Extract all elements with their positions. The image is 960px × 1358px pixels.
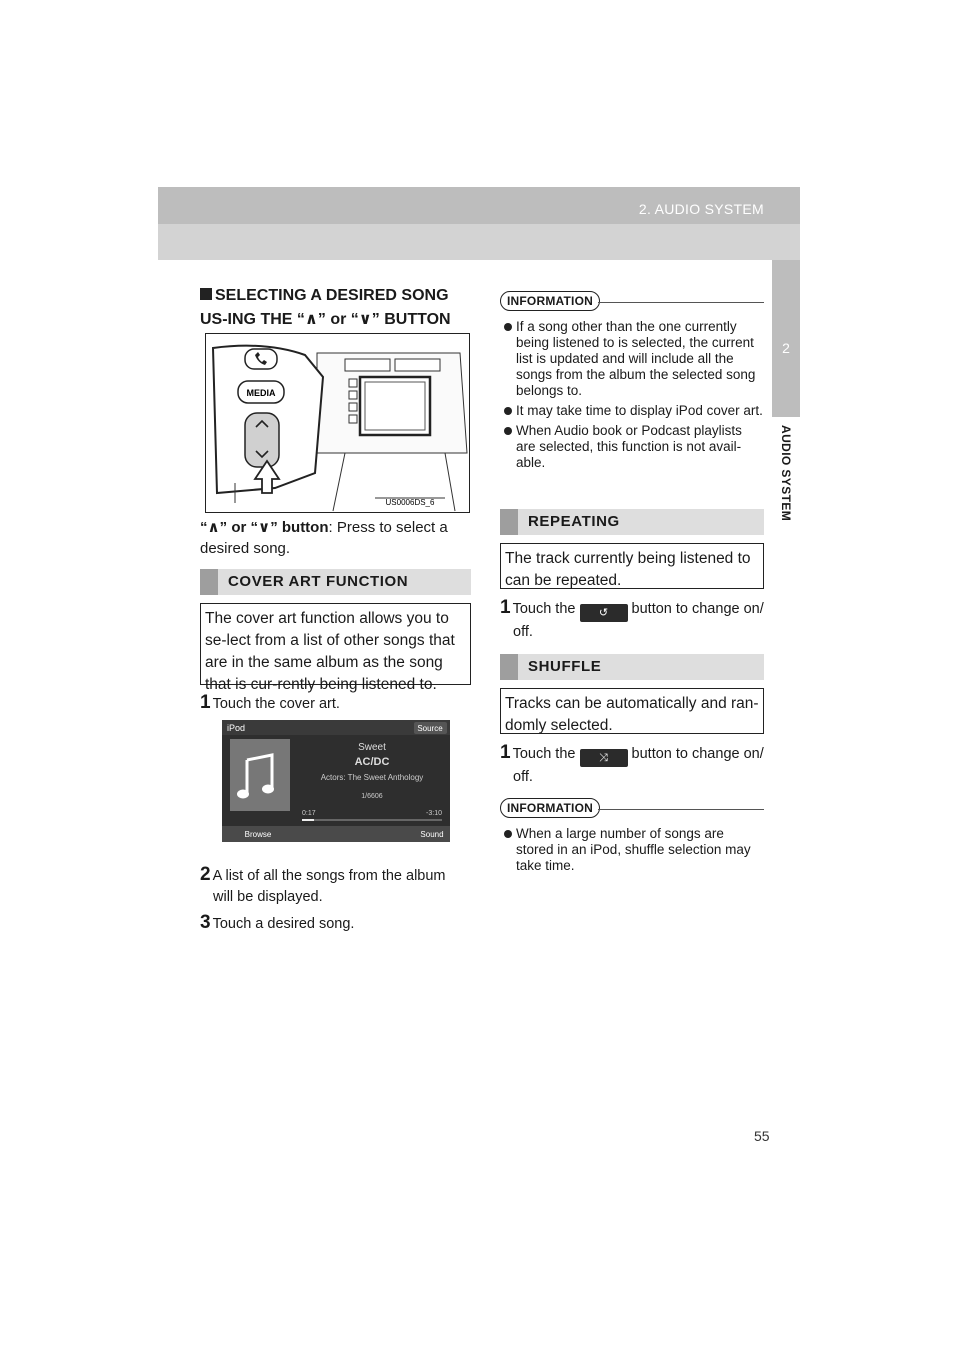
- chapter-number: 2: [782, 340, 790, 356]
- page-number: 55: [754, 1128, 770, 1144]
- information-rule-1: [598, 302, 764, 303]
- shuffle-step-1: 1 Touch the ⤨ button to change on/ off.: [500, 742, 764, 785]
- shuffle-icon: ⤨: [580, 749, 628, 767]
- info-bullet: When a large number of songs are stored in an iPod, shuffle selection may take time.: [502, 826, 764, 874]
- cover-art-step-3: 3 Touch a desired song.: [200, 912, 355, 933]
- steering-switch-figure: [205, 333, 470, 513]
- svg-text:AC/DC: AC/DC: [354, 756, 390, 768]
- svg-text:Browse: Browse: [244, 830, 272, 839]
- section-title: [200, 284, 470, 332]
- svg-text:iPod: iPod: [227, 723, 246, 733]
- svg-text:Sweet: Sweet: [358, 742, 386, 753]
- media-button-label: MEDIA: [246, 388, 276, 398]
- cover-art-callout: The cover art function allows you to se-lect from a list of other songs that are in the same album as the song that is cur-rently being listened to.: [200, 603, 471, 685]
- repeat-icon: ↺: [580, 604, 628, 622]
- cover-art-heading: COVER ART FUNCTION: [200, 569, 471, 595]
- arrow-button-term: “∧” or “∨” button: [200, 519, 329, 536]
- arrow-button-description: [200, 517, 470, 559]
- shuffle-callout: Tracks can be automatically and ran-domly selected.: [500, 688, 764, 734]
- shuffle-heading: SHUFFLE: [500, 654, 764, 680]
- information-badge-2: INFORMATION: [500, 798, 600, 818]
- arrow-button-desc: : Press to select a desired song.: [200, 519, 448, 557]
- information-rule-2: [598, 809, 764, 810]
- svg-text:-3:10: -3:10: [426, 810, 442, 817]
- info-bullet: If a song other than the one currently being listened to is selected, the current list is updated and will include all the songs from the album the selected song belongs to.: [502, 319, 764, 399]
- svg-text:Source: Source: [417, 724, 443, 733]
- repeating-callout: The track currently being listened to can be repeated.: [500, 543, 764, 589]
- svg-text:Sound: Sound: [420, 830, 444, 839]
- svg-text:1/6606: 1/6606: [361, 793, 383, 800]
- info-bullet: It may take time to display iPod cover art.: [502, 403, 764, 419]
- cover-art-step-2: 2 A list of all the songs from the album will be displayed.: [200, 864, 446, 905]
- chapter-label-wrap: [772, 425, 800, 535]
- information-list-1: [502, 319, 764, 475]
- svg-text:Actors: The Sweet Anthology: Actors: The Sweet Anthology: [320, 773, 424, 782]
- square-bullet-icon: [200, 288, 212, 300]
- information-badge-1: INFORMATION: [500, 291, 600, 311]
- chapter-tab: [772, 260, 800, 417]
- repeating-heading: REPEATING: [500, 509, 764, 535]
- section-label: 2. AUDIO SYSTEM: [638, 201, 764, 217]
- chapter-label: AUDIO SYSTEM: [779, 425, 793, 522]
- cover-art-step-1: 1 Touch the cover art.: [200, 692, 340, 713]
- section-title-text: SELECTING A DESIRED SONG US-ING THE “∧” or “∨” BUTTON: [200, 287, 451, 328]
- information-list-2: [502, 826, 764, 878]
- svg-text:0:17: 0:17: [302, 810, 316, 817]
- figure-code: US0006DS_6: [385, 498, 435, 507]
- info-bullet: When Audio book or Podcast playlists are selected, this function is not avail-able.: [502, 423, 764, 471]
- ipod-screen-figure: [222, 720, 450, 842]
- repeating-step-1: 1 Touch the ↺ button to change on/ off.: [500, 597, 764, 640]
